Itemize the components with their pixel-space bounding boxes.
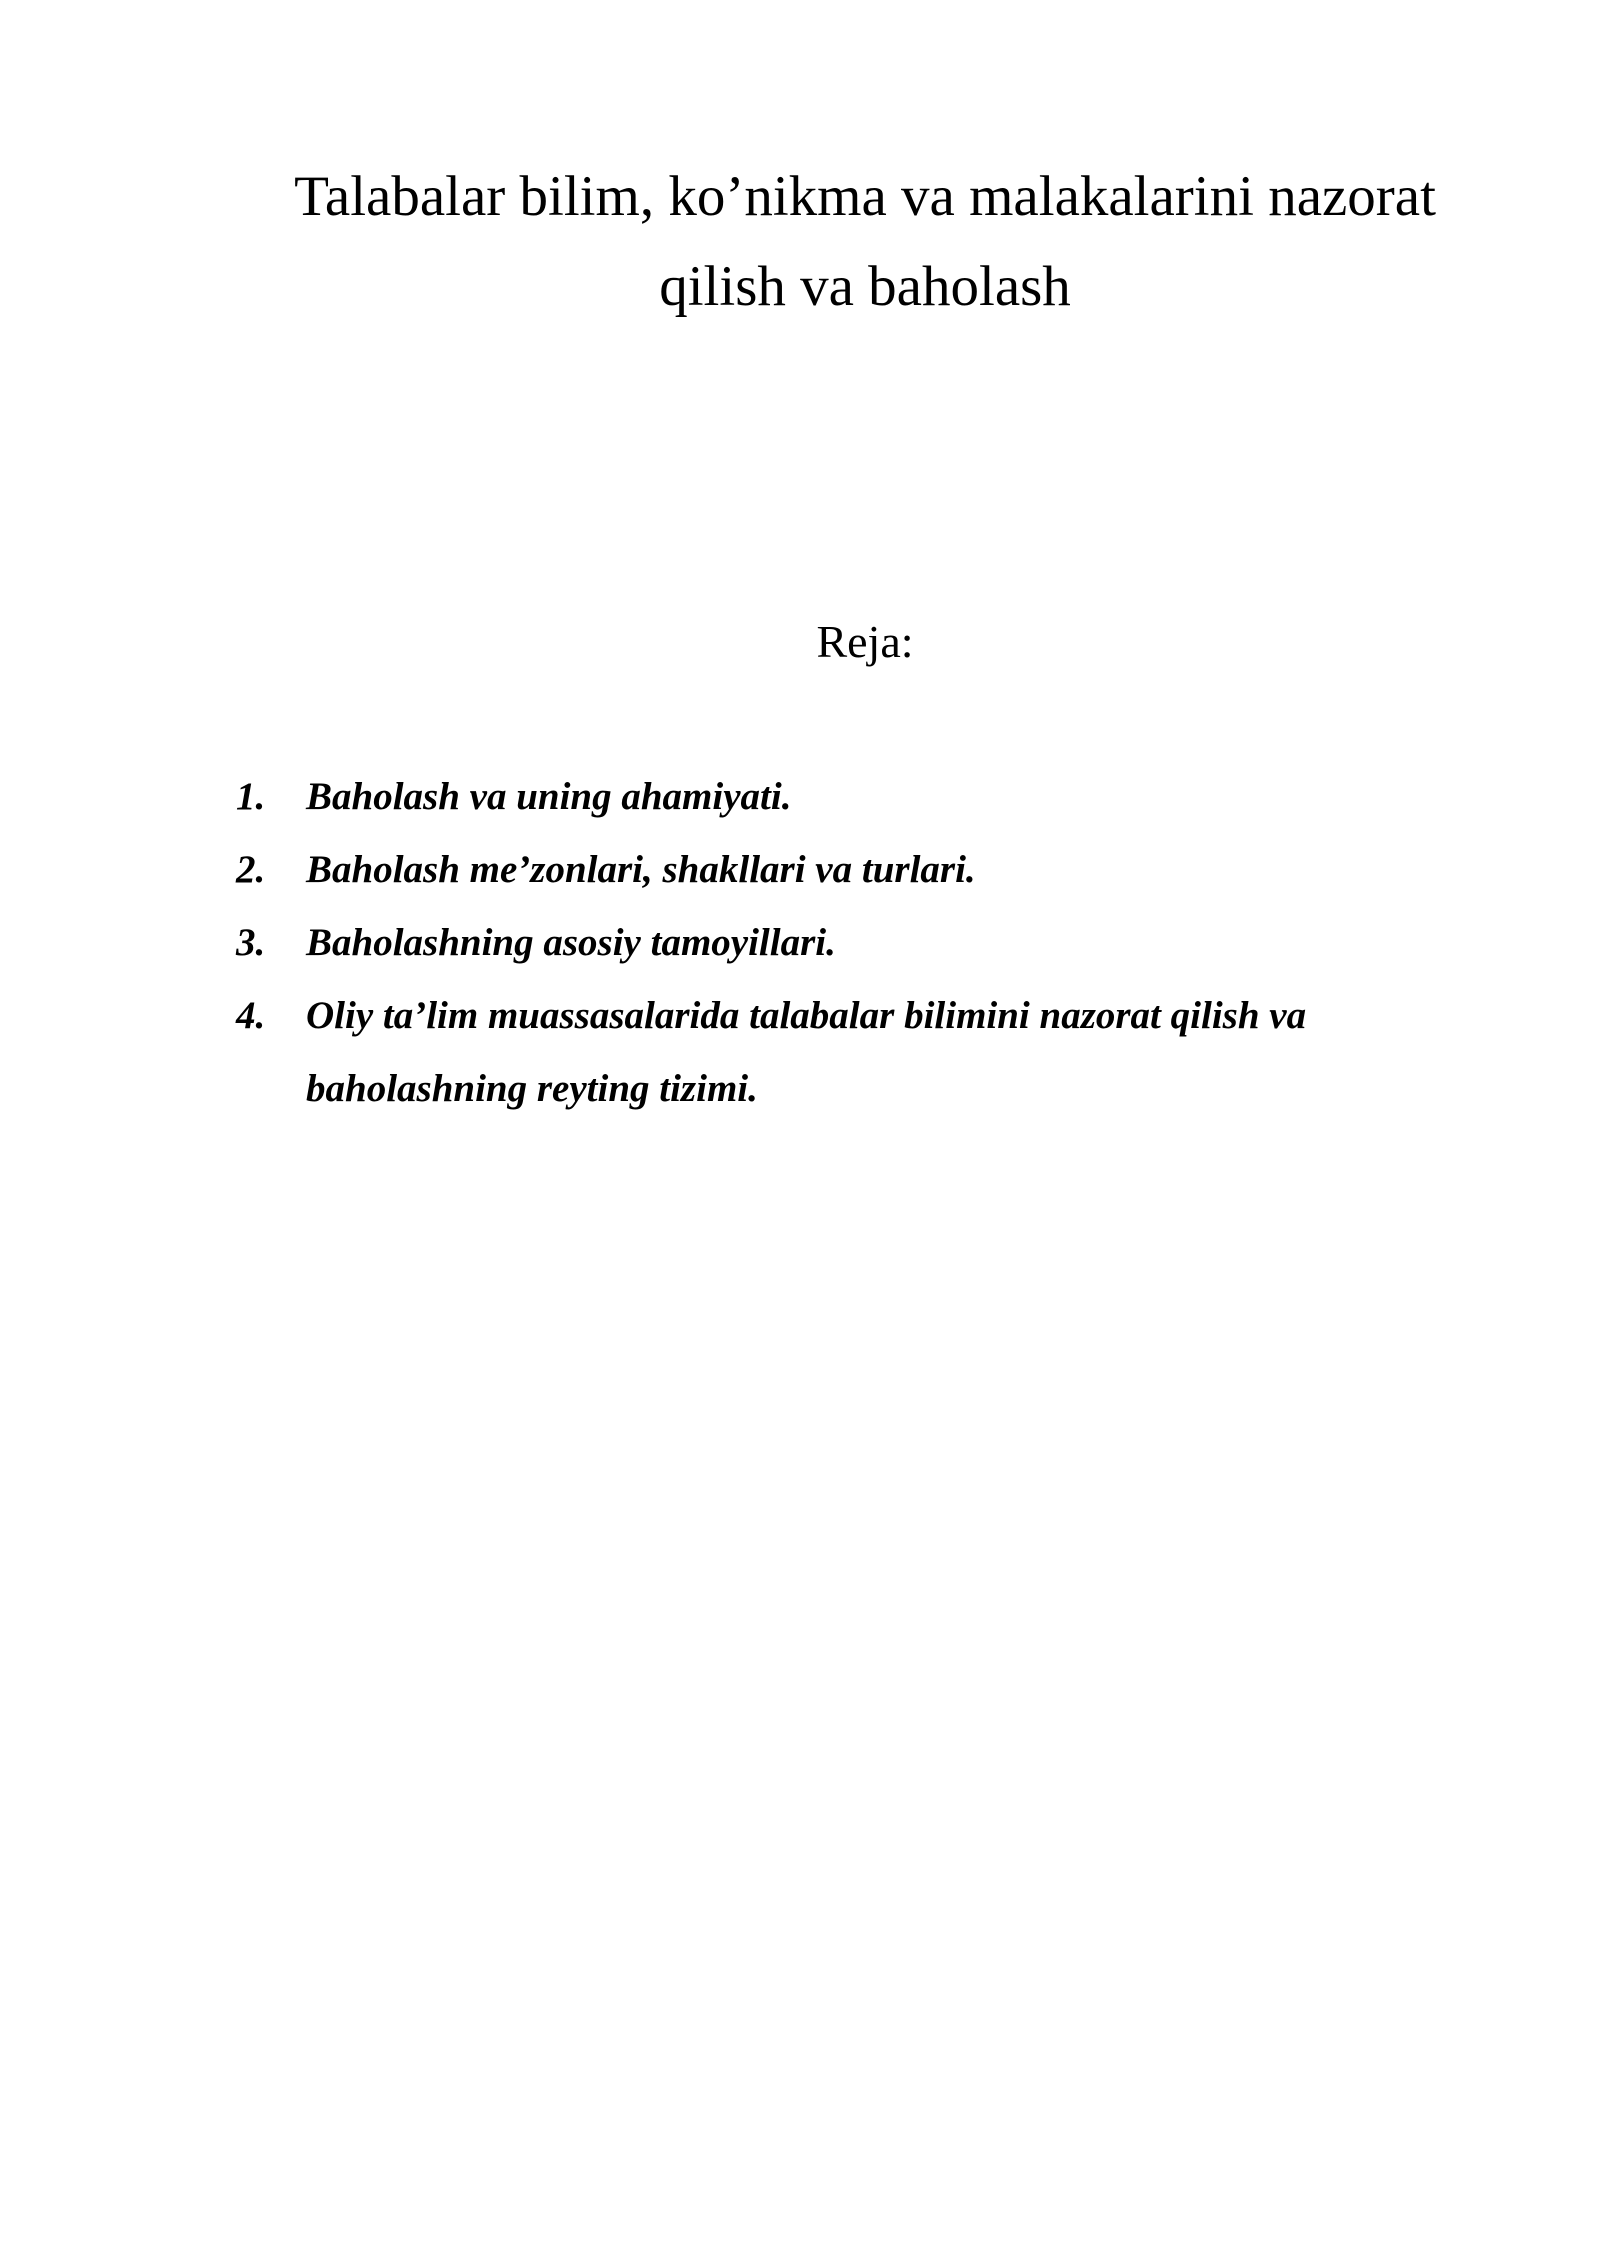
plan-heading: Reja:: [816, 616, 914, 667]
plan-item: [236, 906, 1486, 979]
plan-item: [236, 833, 1486, 906]
plan-item-text: Baholashning asosiy tamoyillari.: [306, 921, 836, 964]
plan-item-text: Baholash me’zonlari, shakllari va turlari.: [306, 848, 976, 891]
plan-item: [236, 979, 1486, 1125]
plan-list: [236, 760, 1486, 1125]
document-title-line-2: qilish va baholash: [659, 255, 1071, 318]
plan-item-number: 3.: [236, 921, 266, 964]
document-title-line-1: Talabalar bilim, ko’nikma va malakalarini nazorat: [294, 165, 1436, 228]
plan-item-number: 1.: [236, 775, 266, 818]
plan-item-number: 4.: [236, 994, 266, 1037]
plan-item: [236, 760, 1486, 833]
plan-item-number: 2.: [236, 848, 266, 891]
document-title: [200, 152, 1530, 332]
plan-item-text: Baholash va uning ahamiyati.: [306, 775, 792, 818]
plan-item-text: Oliy ta’lim muassasalarida talabalar bilimini nazorat qilish va baholashning reyting tizimi.: [306, 994, 1307, 1110]
